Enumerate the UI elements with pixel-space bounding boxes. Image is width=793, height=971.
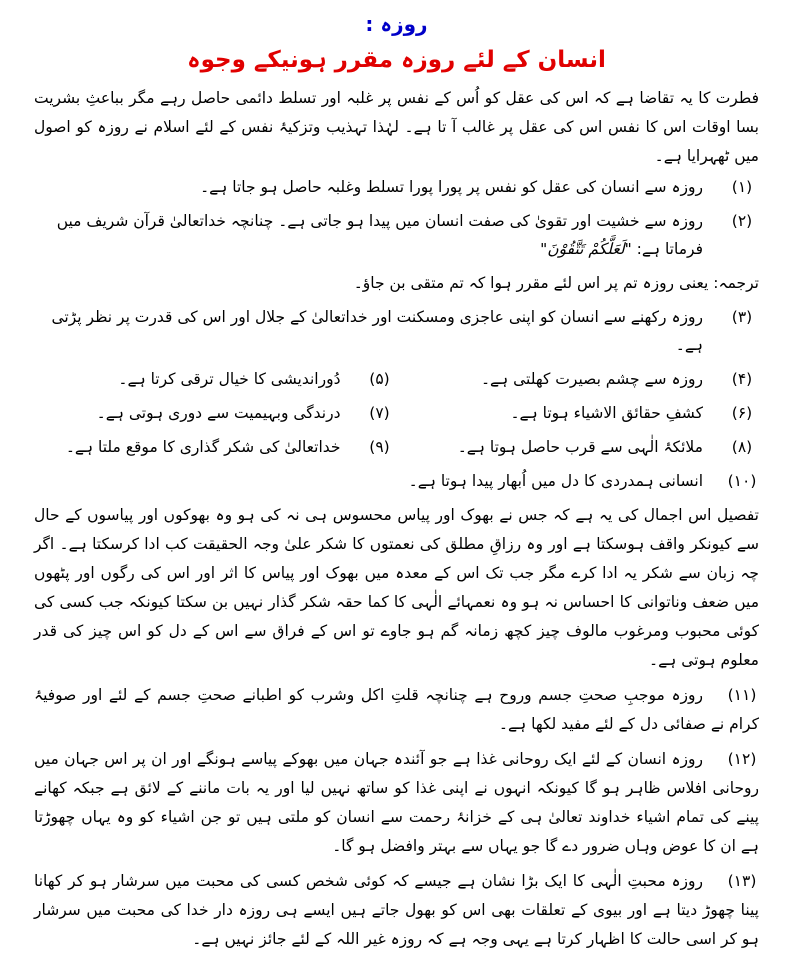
item-number: (۷)	[369, 404, 390, 422]
item-number: (۴)	[731, 370, 753, 388]
item-number: (۹)	[369, 438, 390, 456]
item-text: انسانی ہمدردی کا دل میں اُبھار پیدا ہوتا ہے۔	[408, 472, 703, 490]
item-text: ملائکۂ الٰہی سے قرب حاصل ہوتا ہے۔	[457, 438, 703, 456]
item-text: روزہ محبتِ الٰہی کا ایک بڑا نشان ہے جیسے کہ کوئی شخص کسی کی محبت میں سرشار ہو کر کھانا پینا چھوڑ دیتا ہے اور بیوی کے تعلقات بھی اس کو بھول جاتے ہیں ایسے ہی روزہ دار خدا کی محبت میں سرشار ہو کر اسی حالت کا اظہار کرتا ہے یہی وجہ ہے کہ روزہ غیر اللہ کے لئے جائز نہیں ہے۔	[34, 872, 759, 948]
list-item	[34, 867, 759, 954]
list-item	[34, 303, 759, 359]
detail-paragraph: تفصیل اس اجمال کی یہ ہے کہ جس نے بھوک اور پیاس محسوس ہی نہ کی ہو وہ بھوکوں اور پیاسوں کے حال سے کیونکر واقف ہوسکتا ہے اور وہ رزاقِ مطلق کی نعمتوں کا شکر علیٰ وجہ الحقیقت کب ادا کرسکتا ہے۔ اگر چہ زبان سے شکر یہ ادا کرے مگر جب تک اس کے معدہ میں بھوک اور پیاس کا اثر اور اس کی رگوں اور پٹھوں میں ضعف وناتوانی کا احساس نہ ہو وہ نعمہائے الٰہی کا کما حقہ شکر گذار نہیں بن سکتا کیونکہ جب کسی کی کوئی محبوب ومرغوب مالوف چیز کچھ زمانہ گم ہو جاوے تو اس کے فراق سے اس کے دل کو اس چیز کی قدر معلوم ہوتی ہے۔	[34, 506, 759, 669]
page-title: روزہ :	[365, 12, 428, 36]
item-number: (۸)	[731, 438, 753, 456]
item-text: روزہ سے انسان کی عقل کو نفس پر پورا پورا تسلط وغلبہ حاصل ہو جاتا ہے۔	[200, 178, 703, 196]
item-text: روزہ سے چشم بصیرت کھلتی ہے۔	[480, 370, 703, 388]
item-text: روزہ انسان کے لئے ایک روحانی غذا ہے جو آئندہ جہان میں بھوکے پیاسے ہونگے اور ان پر اس جہان میں روحانی افلاس ظاہر ہو گا کیونکہ انہوں نے اپنی غذا کو ساتھ نہیں لیا اور یہ بات ماننے کے لائق ہے جبکہ کھانے پینے کی تمام اشیاء خداوند تعالیٰ ہی کے خزانۂ رحمت سے انسان کو ملتی ہیں تو جن اشیاء کو وہ یہاں چھوڑتا ہے ان کا عوض وہاں ضرور دے گا جو یہاں سے بہتر وافضل ہو گا۔	[34, 750, 759, 855]
list-item-pair	[34, 433, 759, 461]
item-text: روزہ رکھنے سے انسان کو اپنی عاجزی ومسکنت اور خداتعالیٰ کے جلال اور اس کی قدرت پر نظر پڑتی ہے۔	[51, 308, 703, 354]
item-number: (۳)	[731, 308, 753, 326]
item-number: (۱۲)	[727, 750, 757, 768]
list-item-pair	[34, 399, 759, 427]
item-number: (۶)	[731, 404, 753, 422]
item-number: (۱۱)	[727, 686, 757, 704]
item-number: (۲)	[731, 212, 753, 230]
intro-paragraph: فطرت کا یہ تقاضا ہے کہ اس کی عقل کو اُس کے نفس پر غلبہ اور تسلط دائمی حاصل رہے مگر بباعثِ بشریت بسا اوقات اس کا نفس اس کی عقل پر غالب آ تا ہے۔ لہٰذا تہذیب وتزکیۂ نفس کے لئے اسلام نے روزہ کو اصول میں ٹھہرایا ہے۔	[34, 89, 759, 165]
list-item	[34, 681, 759, 739]
list-item	[34, 745, 759, 861]
item-number: (۱)	[731, 178, 753, 196]
item-text: کشفِ حقائق الاشیاء ہوتا ہے۔	[510, 404, 703, 422]
translation-line	[34, 269, 759, 297]
quranic-verse: لَعَلَّكُمْ تَتَّقُوْنَ	[547, 240, 625, 258]
item-number: (۱۰)	[727, 472, 757, 490]
item-text: روزہ موجبِ صحتِ جسم وروح ہے چنانچہ قلتِ اکل وشرب کو اطبانے صحتِ جسم کے لئے اور صوفیۂ کرام نے صفائی دل کے لئے مفید لکھا ہے۔	[34, 686, 759, 733]
item-text: خداتعالیٰ کی شکر گذاری کا موقع ملتا ہے۔	[65, 438, 341, 456]
item-text: روزہ سے خشیت اور تقویٰ کی صفت انسان میں پیدا ہو جاتی ہے۔ چنانچہ خداتعالیٰ قرآن شریف میں فرماتا ہے: "لَعَلَّكُمْ تَتَّقُوْنَ"	[56, 212, 703, 258]
item-number: (۱۳)	[727, 872, 757, 890]
list-item-pair	[34, 365, 759, 393]
list-item	[34, 173, 759, 201]
page-subtitle: انسان کے لئے روزہ مقرر ہونیکے وجوہ	[187, 47, 606, 73]
item-text: دُوراندیشی کا خیال ترقی کرتا ہے۔	[118, 370, 341, 388]
list-item	[34, 467, 759, 495]
translation-text: ترجمہ: یعنی روزہ تم پر اس لئے مقرر ہوا کہ تم متقی بن جاؤ۔	[353, 274, 759, 292]
item-text: درندگی وبہیمیت سے دوری ہوتی ہے۔	[96, 404, 341, 422]
list-item	[34, 207, 759, 263]
item-number: (۵)	[369, 370, 390, 388]
